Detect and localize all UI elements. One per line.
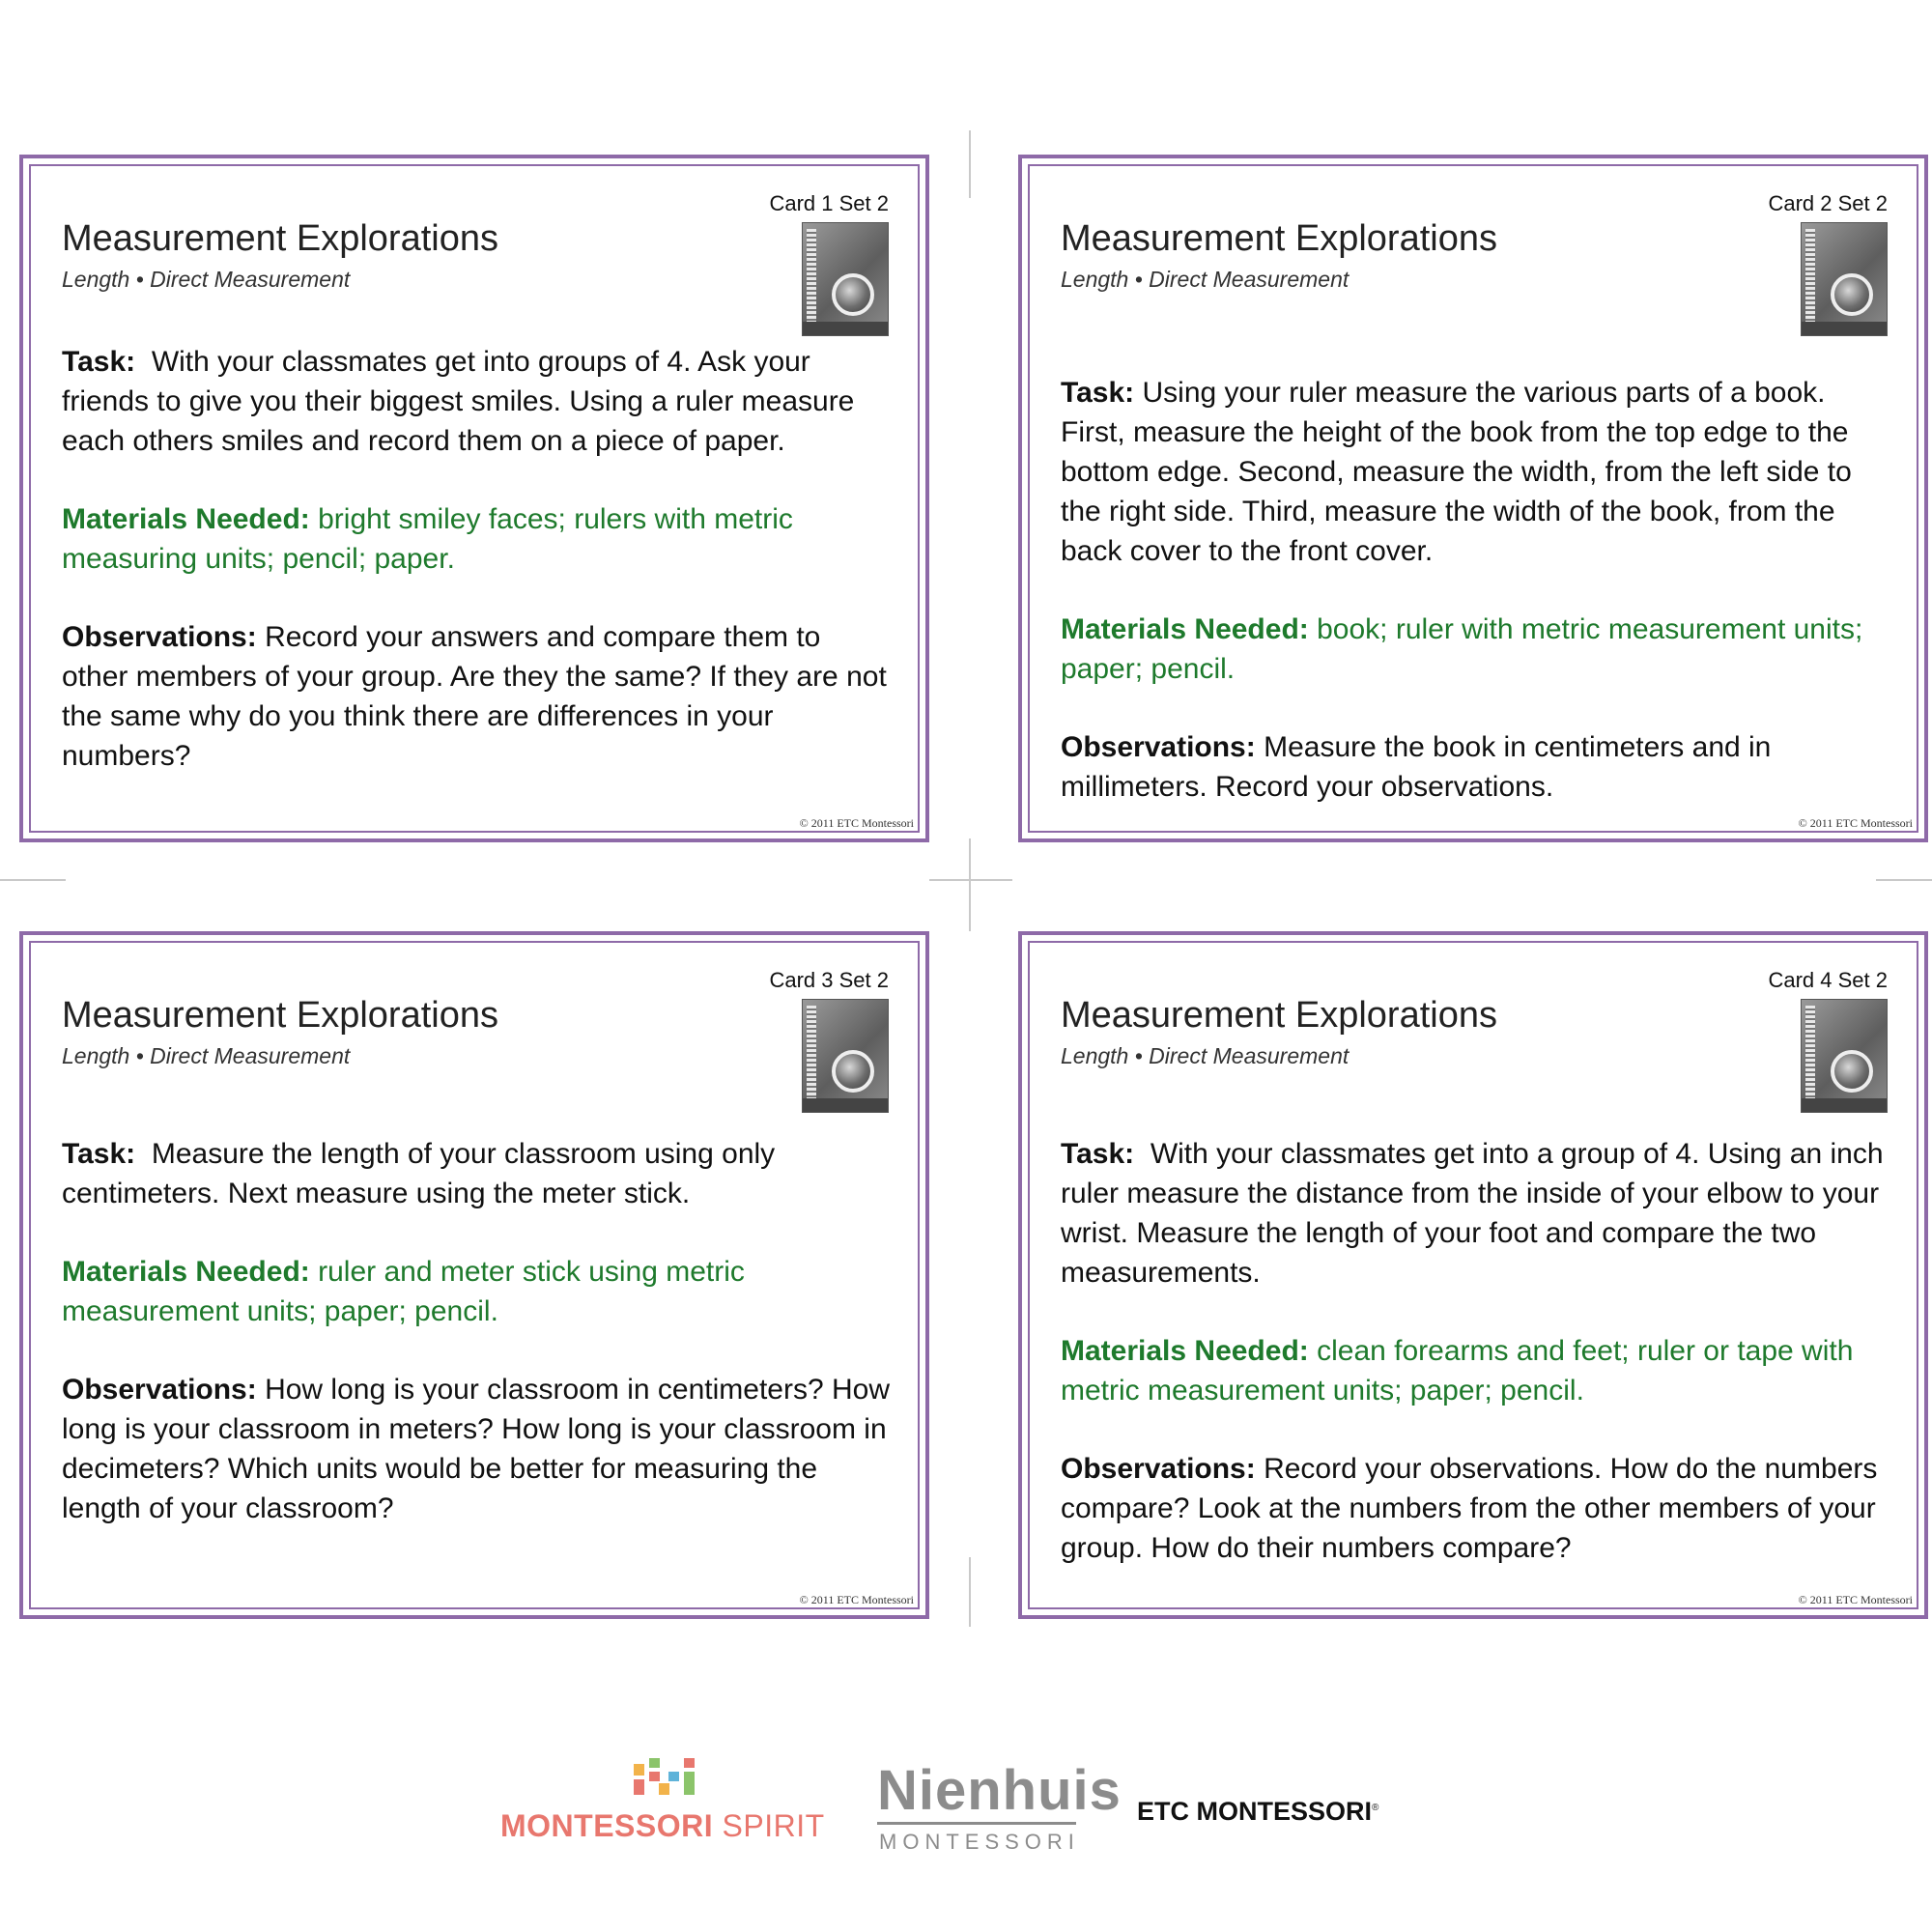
observations-text: Measure the book in centimeters and in millimeters. Record your observations. [1061,731,1772,803]
card-body [62,1134,891,1567]
crop-mark [929,879,1012,881]
task-label: Task: [1061,377,1135,409]
card-id: Card 3 Set 2 [769,968,889,992]
observations-text: How long is your classroom in centimeters? How long is your classroom in meters? How long is your classroom in decimeters? Which units would be better for measuring the length of your classroom? [62,1374,890,1524]
crop-mark [0,879,66,881]
montessori-spirit-light: SPIRIT [713,1808,825,1843]
materials-text: bright smiley faces; rulers with metric measuring units; pencil; paper. [62,503,793,575]
copyright: © 2011 ETC Montessori [799,1593,914,1606]
card-title: Measurement Explorations [62,995,498,1036]
task-card-4 [1018,931,1928,1619]
etc-wordmark: ETC MONTESSORI [1137,1797,1373,1826]
nienhuis-wordmark: Nienhuis [877,1759,1122,1822]
card-title: Measurement Explorations [62,218,498,259]
materials-label: Materials Needed: [1061,1335,1309,1367]
observations-label: Observations: [1061,1453,1256,1485]
crop-mark [969,838,971,931]
montessori-spirit-logo [500,1758,829,1864]
card-id: Card 2 Set 2 [1768,191,1888,215]
task-text: Measure the length of your classroom using only centimeters. Next measure using the meter stick. [62,1138,776,1209]
montessori-spirit-mark-icon [634,1758,696,1801]
task-label: Task: [1061,1138,1135,1170]
task-paragraph [1061,1134,1889,1293]
observations-paragraph [62,617,891,776]
montessori-spirit-wordmark [500,1808,825,1844]
nienhuis-rule [877,1822,1076,1825]
observations-label: Observations: [62,621,257,653]
materials-label: Materials Needed: [1061,613,1309,645]
observations-paragraph [62,1370,891,1528]
crop-mark [969,130,971,198]
crop-mark [1876,879,1932,881]
observations-paragraph [1061,1449,1889,1568]
task-text: With your classmates get into a group of 4. Using an inch ruler measure the distance from the inside of your elbow to your wrist. Measure the length of your foot and compare the two measurements. [1061,1138,1884,1289]
task-paragraph [62,342,891,461]
task-paragraph [62,1134,891,1213]
card-id: Card 1 Set 2 [769,191,889,215]
nienhuis-subtitle: MONTESSORI [879,1830,1080,1854]
task-text: Using your ruler measure the various parts of a book. First, measure the height of the book from the top edge to the bottom edge. Second, measure the width, from the left side to the right side. Third, measure the width of the book, from the back cover to the front cover. [1061,377,1852,567]
materials-paragraph [1061,1331,1889,1410]
task-paragraph [1061,373,1889,571]
card-title: Measurement Explorations [1061,995,1497,1036]
card-id: Card 4 Set 2 [1768,968,1888,992]
materials-paragraph [62,1252,891,1331]
materials-label: Materials Needed: [62,1256,310,1288]
card-body [1061,373,1889,845]
copyright: © 2011 ETC Montessori [1798,816,1913,830]
task-card-1 [19,155,929,842]
crop-mark [969,1557,971,1627]
card-body [1061,1134,1889,1606]
magnifier-ruler-image [802,999,889,1113]
task-text: With your classmates get into groups of 4. Ask your friends to give you their biggest smiles. Using a ruler measure each others smiles and record them on a piece of paper. [62,346,855,457]
materials-paragraph [62,499,891,579]
materials-label: Materials Needed: [62,503,310,535]
observations-text: Record your answers and compare them to other members of your group. Are they the same? If they are not the same why do you think there are differences in your numbers? [62,621,887,772]
task-label: Task: [62,346,136,378]
etc-montessori-logo [1137,1797,1378,1827]
copyright: © 2011 ETC Montessori [1798,1593,1913,1606]
card-subtitle: Length • Direct Measurement [1061,1043,1350,1068]
montessori-spirit-bold: MONTESSORI [500,1808,714,1843]
task-card-2 [1018,155,1928,842]
observations-text: Record your observations. How do the numbers compare? Look at the numbers from the other members of your group. How do their numbers compare? [1061,1453,1878,1564]
card-body [62,342,891,814]
materials-text: book; ruler with metric measurement units; paper; pencil. [1061,613,1863,685]
card-title: Measurement Explorations [1061,218,1497,259]
nienhuis-logo [877,1758,1122,1864]
magnifier-ruler-image [1801,999,1888,1113]
registered-mark: ® [1372,1803,1379,1813]
logo-strip [0,1758,1932,1864]
observations-paragraph [1061,727,1889,807]
magnifier-ruler-image [802,222,889,336]
copyright: © 2011 ETC Montessori [799,816,914,830]
observations-label: Observations: [1061,731,1256,763]
card-subtitle: Length • Direct Measurement [62,1043,351,1068]
observations-label: Observations: [62,1374,257,1406]
task-label: Task: [62,1138,136,1170]
materials-text: clean forearms and feet; ruler or tape with metric measurement units; paper; pencil. [1061,1335,1854,1406]
card-subtitle: Length • Direct Measurement [1061,267,1350,292]
materials-text: ruler and meter stick using metric measurement units; paper; pencil. [62,1256,745,1327]
materials-paragraph [1061,610,1889,689]
card-subtitle: Length • Direct Measurement [62,267,351,292]
task-card-3 [19,931,929,1619]
magnifier-ruler-image [1801,222,1888,336]
